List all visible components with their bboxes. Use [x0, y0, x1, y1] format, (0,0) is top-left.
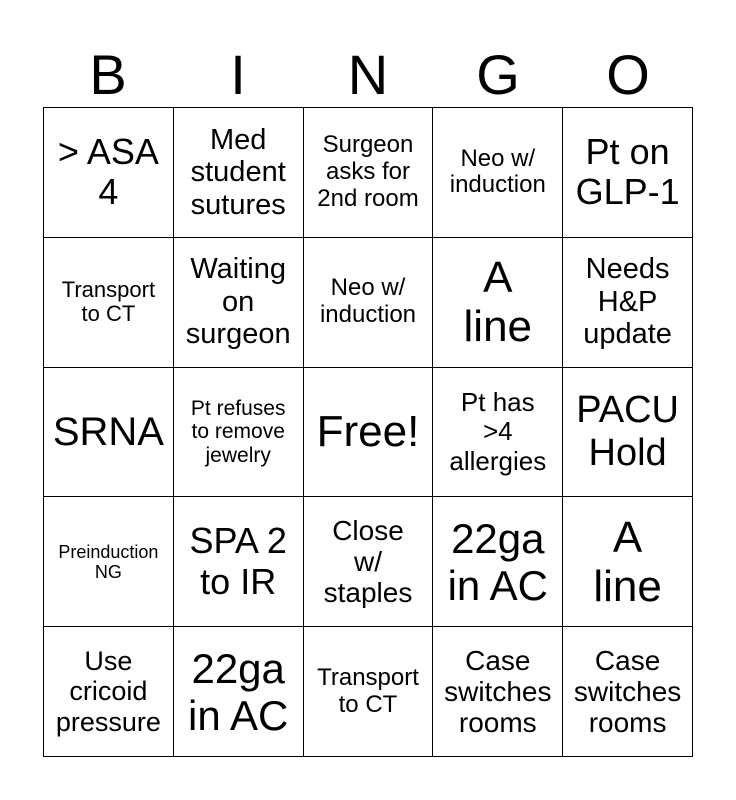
- bingo-cell-r3-c5[interactable]: PACU Hold: [563, 368, 693, 498]
- bingo-cell-r4-c3[interactable]: Close w/ staples: [304, 497, 434, 627]
- bingo-cell-r2-c2[interactable]: Waiting on surgeon: [174, 238, 304, 368]
- bingo-cell-r4-c5[interactable]: A line: [563, 497, 693, 627]
- bingo-cell-r1-c2[interactable]: Med student sutures: [174, 108, 304, 238]
- bingo-header: [43, 43, 693, 106]
- bingo-cell-r5-c2[interactable]: 22ga in AC: [174, 627, 304, 757]
- header-letter-g: G: [476, 43, 520, 106]
- bingo-cell-r2-c1[interactable]: Transport to CT: [44, 238, 174, 368]
- bingo-cell-r5-c3[interactable]: Transport to CT: [304, 627, 434, 757]
- bingo-cell-r5-c1[interactable]: Use cricoid pressure: [44, 627, 174, 757]
- bingo-cell-r2-c5[interactable]: Needs H&P update: [563, 238, 693, 368]
- bingo-cell-r3-c4[interactable]: Pt has >4 allergies: [433, 368, 563, 498]
- bingo-cell-r4-c2[interactable]: SPA 2 to IR: [174, 497, 304, 627]
- bingo-cell-r3-c1[interactable]: SRNA: [44, 368, 174, 498]
- bingo-cell-r1-c3[interactable]: Surgeon asks for 2nd room: [304, 108, 434, 238]
- header-letter-n: N: [347, 43, 389, 106]
- header-letter-b: B: [89, 43, 127, 106]
- bingo-cell-r4-c1[interactable]: Preinduction NG: [44, 497, 174, 627]
- bingo-cell-r3-c2[interactable]: Pt refuses to remove jewelry: [174, 368, 304, 498]
- bingo-board: [43, 107, 693, 757]
- bingo-cell-r5-c4[interactable]: Case switches rooms: [433, 627, 563, 757]
- bingo-cell-free-space[interactable]: Free!: [304, 368, 434, 498]
- bingo-cell-r1-c4[interactable]: Neo w/ induction: [433, 108, 563, 238]
- bingo-cell-r5-c5[interactable]: Case switches rooms: [563, 627, 693, 757]
- bingo-cell-r2-c4[interactable]: A line: [433, 238, 563, 368]
- bingo-cell-r1-c1[interactable]: > ASA 4: [44, 108, 174, 238]
- header-letter-i: I: [230, 43, 246, 106]
- bingo-cell-r1-c5[interactable]: Pt on GLP-1: [563, 108, 693, 238]
- header-letter-o: O: [606, 43, 650, 106]
- bingo-cell-r2-c3[interactable]: Neo w/ induction: [304, 238, 434, 368]
- bingo-cell-r4-c4[interactable]: 22ga in AC: [433, 497, 563, 627]
